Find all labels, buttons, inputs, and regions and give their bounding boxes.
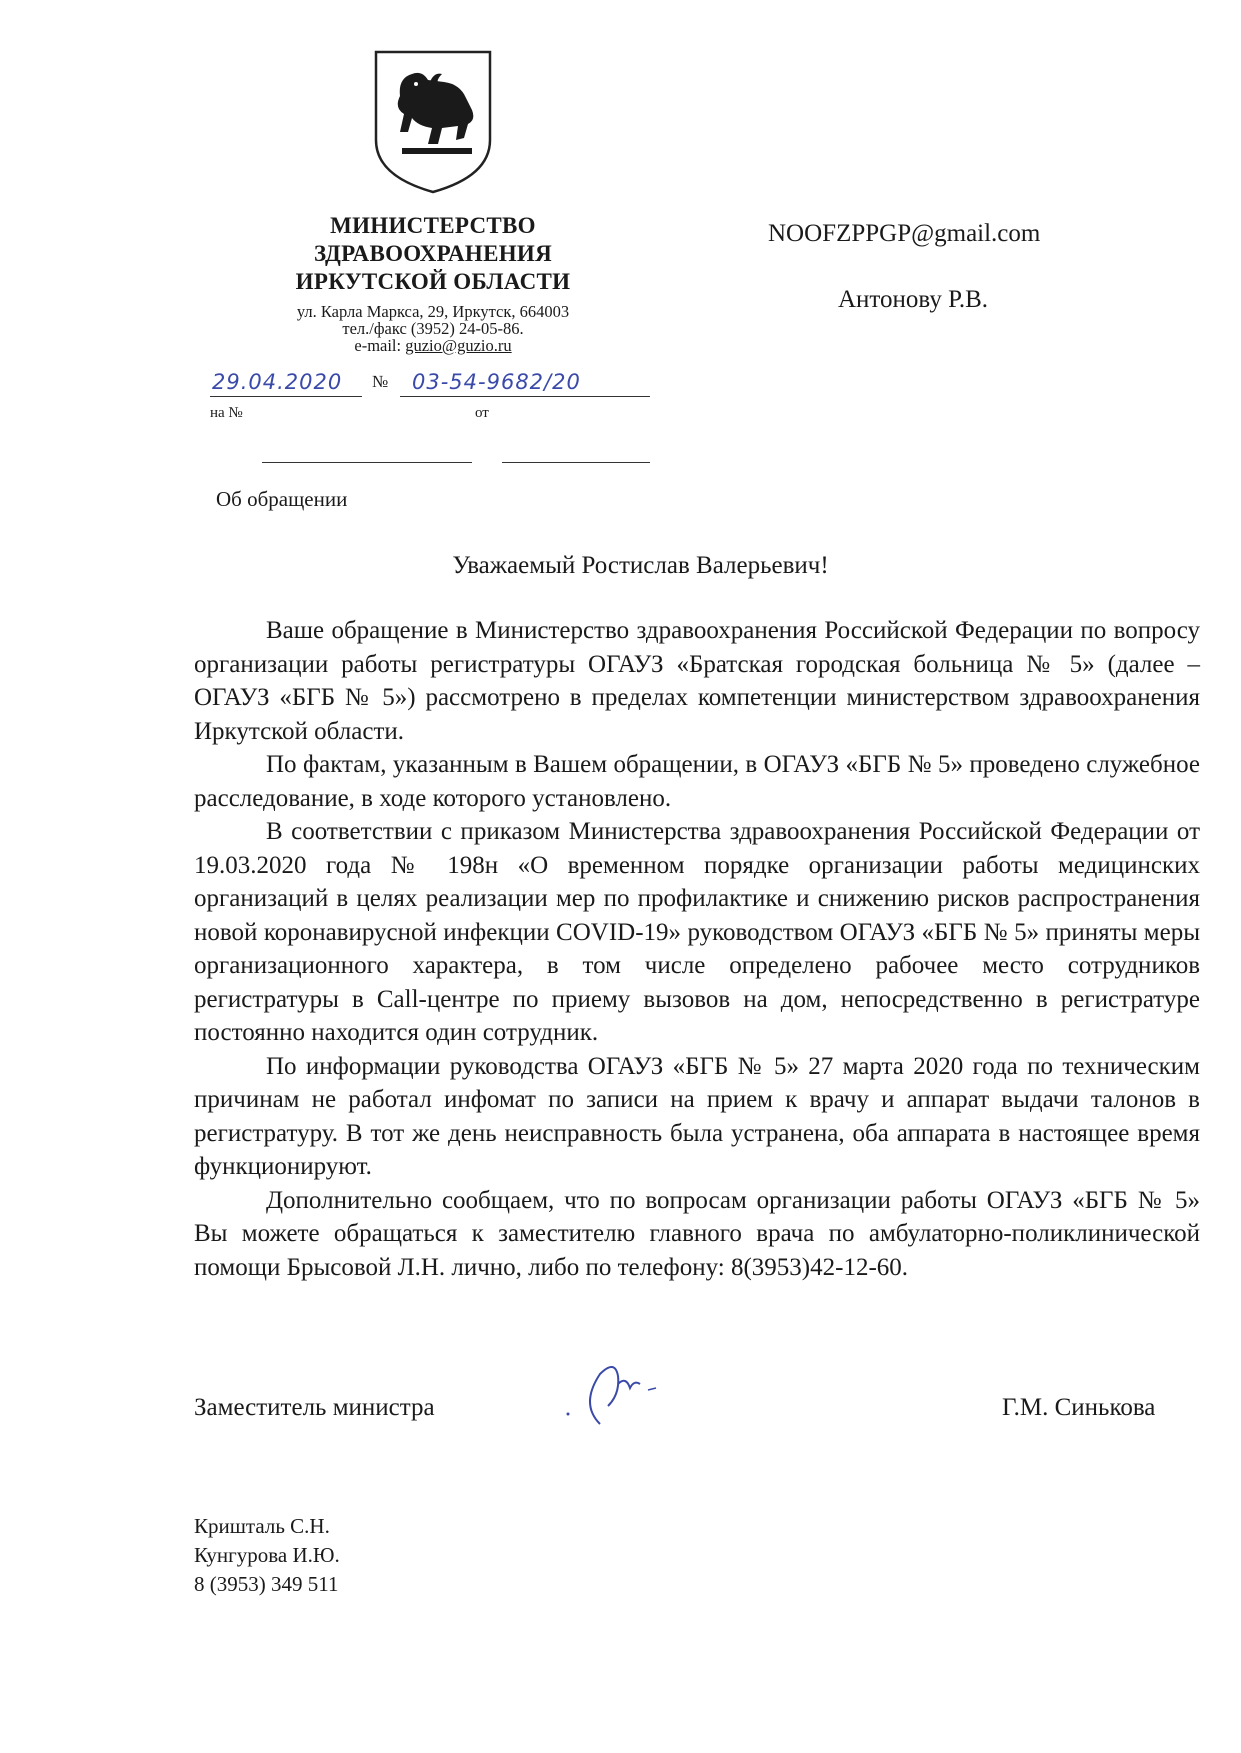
reference-number-label: на № bbox=[210, 405, 243, 421]
email-label: e-mail: bbox=[354, 336, 406, 355]
coat-of-arms-emblem bbox=[372, 48, 494, 196]
recipient-name: Антонову Р.В. bbox=[838, 286, 989, 313]
body-paragraph: По фактам, указанным в Вашем обращении, в ОГАУЗ «БГБ № 5» проведено служебное расследование, в ходе которого установлено. bbox=[194, 751, 1200, 812]
reg-date-underline bbox=[210, 396, 362, 397]
handwritten-signature bbox=[560, 1354, 670, 1434]
recipient-email: NOOFZPPGP@gmail.com bbox=[768, 220, 1041, 247]
body-paragraph: В соответствии с приказом Министерства здравоохранения Российской Федерации от 19.03.2020 года № 198н «О временном порядке организации работы медицинских организаций в целях реализации мер по профилактике и снижению рисков распространения новой коронавирусной инфекции COVID-19» руководством ОГАУЗ «БГБ № 5» приняты меры организационного характера, в том числе определено рабочее место сотрудников регистратуры в Call-центре по приему вызовов на дом, непосредственно в регистратуре постоянно находится один сотрудник. bbox=[194, 818, 1200, 1046]
signer-title: Заместитель министра bbox=[194, 1394, 435, 1421]
reference-date-label: от bbox=[475, 405, 489, 421]
email-link[interactable]: guzio@guzio.ru bbox=[405, 336, 512, 355]
footer-contact-line: 8 (3953) 349 511 bbox=[194, 1572, 339, 1596]
reg-number-underline bbox=[400, 396, 650, 397]
footer-contact-line: Кришталь С.Н. bbox=[194, 1514, 330, 1538]
registration-date-handwritten: 29.04.2020 bbox=[212, 370, 343, 394]
signer-name: Г.М. Синькова bbox=[1002, 1394, 1156, 1421]
body-paragraph: Дополнительно сообщаем, что по вопросам организации работы ОГАУЗ «БГБ № 5» Вы можете обращаться к заместителю главного врача по амбулаторно-поликлинической помощи Брысовой Л.Н. лично, либо по телефону: 8(3953)42-12-60. bbox=[194, 1186, 1200, 1281]
reference-date-line bbox=[502, 462, 650, 463]
address-line: ул. Карла Маркса, 29, Иркутск, 664003 bbox=[296, 302, 570, 321]
body-paragraph: Ваше обращение в Министерство здравоохранения Российской Федерации по вопросу организации работы регистратуры ОГАУЗ «Братская городская больница № 5» (далее – ОГАУЗ «БГБ № 5») рассмотрено в пределах компетенции министерством здравоохранения Иркутской области. bbox=[194, 617, 1200, 745]
org-name-line-1: МИНИСТЕРСТВО bbox=[330, 213, 536, 238]
phone-line: тел./факс (3952) 24-05-86. bbox=[342, 319, 524, 338]
letter-subject: Об обращении bbox=[216, 487, 348, 511]
org-name-line-2: ЗДРАВООХРАНЕНИЯ bbox=[313, 241, 553, 266]
org-name-line-3: ИРКУТСКОЙ ОБЛАСТИ bbox=[295, 269, 571, 294]
registration-number-handwritten: 03-54-9682/20 bbox=[412, 370, 581, 394]
footer-contacts bbox=[194, 1512, 340, 1599]
footer-contact-line: Кунгурова И.Ю. bbox=[194, 1543, 340, 1567]
reference-number-line bbox=[262, 462, 472, 463]
letter-body bbox=[194, 614, 1200, 1284]
organization-name bbox=[250, 212, 616, 296]
letter-salutation: Уважаемый Ростислав Валерьевич! bbox=[452, 552, 829, 579]
body-paragraph: По информации руководства ОГАУЗ «БГБ № 5» 27 марта 2020 года по техническим причинам не работал инфомат по записи на прием к врачу и аппарат выдачи талонов в регистратуру. В тот же день неисправность была устранена, оба аппарата в настоящее время функционируют. bbox=[194, 1052, 1200, 1180]
registration-number-label: № bbox=[372, 372, 389, 391]
organization-address bbox=[250, 303, 616, 354]
email-line bbox=[250, 337, 616, 354]
